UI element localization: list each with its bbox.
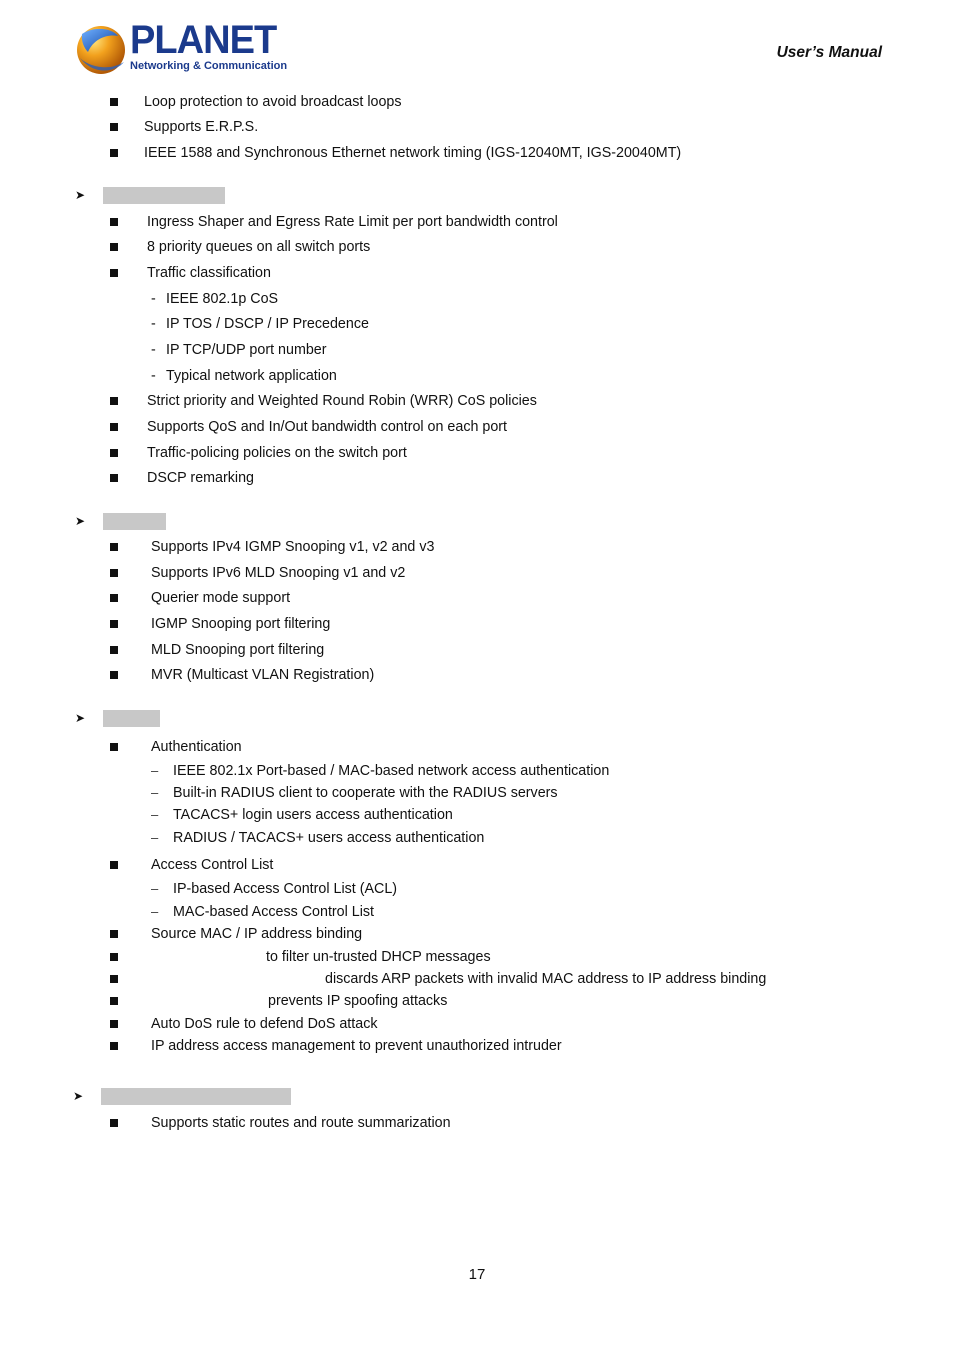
bullet-icon <box>110 397 118 405</box>
list-item: IEEE 1588 and Synchronous Ethernet network timing (IGS-12040MT, IGS-20040MT) <box>144 145 682 161</box>
bullet-icon <box>110 997 118 1005</box>
bullet-icon <box>110 671 118 679</box>
bullet-icon <box>110 975 118 983</box>
list-item: Source MAC / IP address binding <box>151 926 363 942</box>
bullet-icon <box>110 861 118 869</box>
bullet-icon <box>110 98 118 106</box>
sub-list-item: IP-based Access Control List (ACL) <box>173 881 398 897</box>
list-item: Supports E.R.P.S. <box>144 119 259 135</box>
list-item: Supports static routes and route summarization <box>151 1115 451 1131</box>
bullet-icon <box>110 930 118 938</box>
list-item: IGMP Snooping port filtering <box>151 616 331 632</box>
list-item: Traffic-policing policies on the switch port <box>147 445 407 461</box>
sub-list-item: MAC-based Access Control List <box>173 904 375 920</box>
bullet-icon <box>110 620 118 628</box>
page-number: 17 <box>468 1266 486 1283</box>
dash-bullet: – <box>151 830 159 845</box>
list-item: Supports IPv4 IGMP Snooping v1, v2 and v3 <box>151 539 435 555</box>
bullet-icon <box>110 474 118 482</box>
dash-bullet: – <box>151 904 159 919</box>
bullet-icon <box>110 449 118 457</box>
dash-bullet: – <box>151 807 159 822</box>
dash-bullet: – <box>151 763 159 778</box>
bullet-icon <box>110 123 118 131</box>
list-item: Auto DoS rule to defend DoS attack <box>151 1016 378 1032</box>
bullet-icon <box>110 543 118 551</box>
list-item: prevents IP spoofing attacks <box>268 993 448 1009</box>
list-item: to filter un-trusted DHCP messages <box>266 949 491 965</box>
list-item: MVR (Multicast VLAN Registration) <box>151 667 375 683</box>
bullet-icon <box>110 1020 118 1028</box>
globe-icon <box>74 22 130 76</box>
bullet-icon <box>110 743 118 751</box>
list-item: Traffic classification <box>147 265 271 281</box>
list-item: Supports IPv6 MLD Snooping v1 and v2 <box>151 565 406 581</box>
bullet-icon <box>110 149 118 157</box>
arrow-bullet-icon: ➤ <box>75 514 86 528</box>
bullet-icon <box>110 569 118 577</box>
bullet-icon <box>110 646 118 654</box>
dash-bullet: - <box>151 368 156 384</box>
planet-logo <box>74 18 288 78</box>
list-item: discards ARP packets with invalid MAC address to IP address binding <box>325 971 767 987</box>
list-item: Supports QoS and In/Out bandwidth control on each port <box>147 419 508 435</box>
list-item: Ingress Shaper and Egress Rate Limit per port bandwidth control <box>147 214 558 230</box>
dash-bullet: – <box>151 785 159 800</box>
section-heading-redacted <box>103 513 166 530</box>
bullet-icon <box>110 423 118 431</box>
manual-label: User’s Manual <box>776 44 882 61</box>
bullet-icon <box>110 1042 118 1050</box>
bullet-icon <box>110 594 118 602</box>
logo-wordmark: PLANET <box>130 18 277 62</box>
section-heading-redacted <box>103 187 225 204</box>
list-item: 8 priority queues on all switch ports <box>147 239 371 255</box>
sub-list-item: Typical network application <box>166 368 337 384</box>
list-item: MLD Snooping port filtering <box>151 642 325 658</box>
sub-list-item: Built-in RADIUS client to cooperate with the RADIUS servers <box>173 785 558 801</box>
section-heading-redacted <box>101 1088 291 1105</box>
sub-list-item: IP TOS / DSCP / IP Precedence <box>166 316 369 332</box>
sub-list-item: IEEE 802.1p CoS <box>166 291 279 307</box>
sub-list-item: IEEE 802.1x Port-based / MAC-based network access authentication <box>173 763 610 779</box>
dash-bullet: - <box>151 291 156 307</box>
list-item: Strict priority and Weighted Round Robin (WRR) CoS policies <box>147 393 537 409</box>
bullet-icon <box>110 1119 118 1127</box>
dash-bullet: – <box>151 881 159 896</box>
list-item: Authentication <box>151 739 242 755</box>
sub-list-item: RADIUS / TACACS+ users access authentication <box>173 830 485 846</box>
section-heading-redacted <box>103 710 160 727</box>
logo-subtitle: Networking & Communication <box>130 60 288 72</box>
dash-bullet: - <box>151 342 156 358</box>
bullet-icon <box>110 243 118 251</box>
sub-list-item: IP TCP/UDP port number <box>166 342 327 358</box>
dash-bullet: - <box>151 316 156 332</box>
bullet-icon <box>110 218 118 226</box>
list-item: Querier mode support <box>151 590 291 606</box>
arrow-bullet-icon: ➤ <box>73 1089 84 1103</box>
list-item: Loop protection to avoid broadcast loops <box>144 94 402 110</box>
list-item: IP address access management to prevent unauthorized intruder <box>151 1038 562 1054</box>
bullet-icon <box>110 953 118 961</box>
bullet-icon <box>110 269 118 277</box>
list-item: Access Control List <box>151 857 274 873</box>
arrow-bullet-icon: ➤ <box>75 711 86 725</box>
sub-list-item: TACACS+ login users access authentication <box>173 807 453 823</box>
arrow-bullet-icon: ➤ <box>75 188 86 202</box>
list-item: DSCP remarking <box>147 470 254 486</box>
